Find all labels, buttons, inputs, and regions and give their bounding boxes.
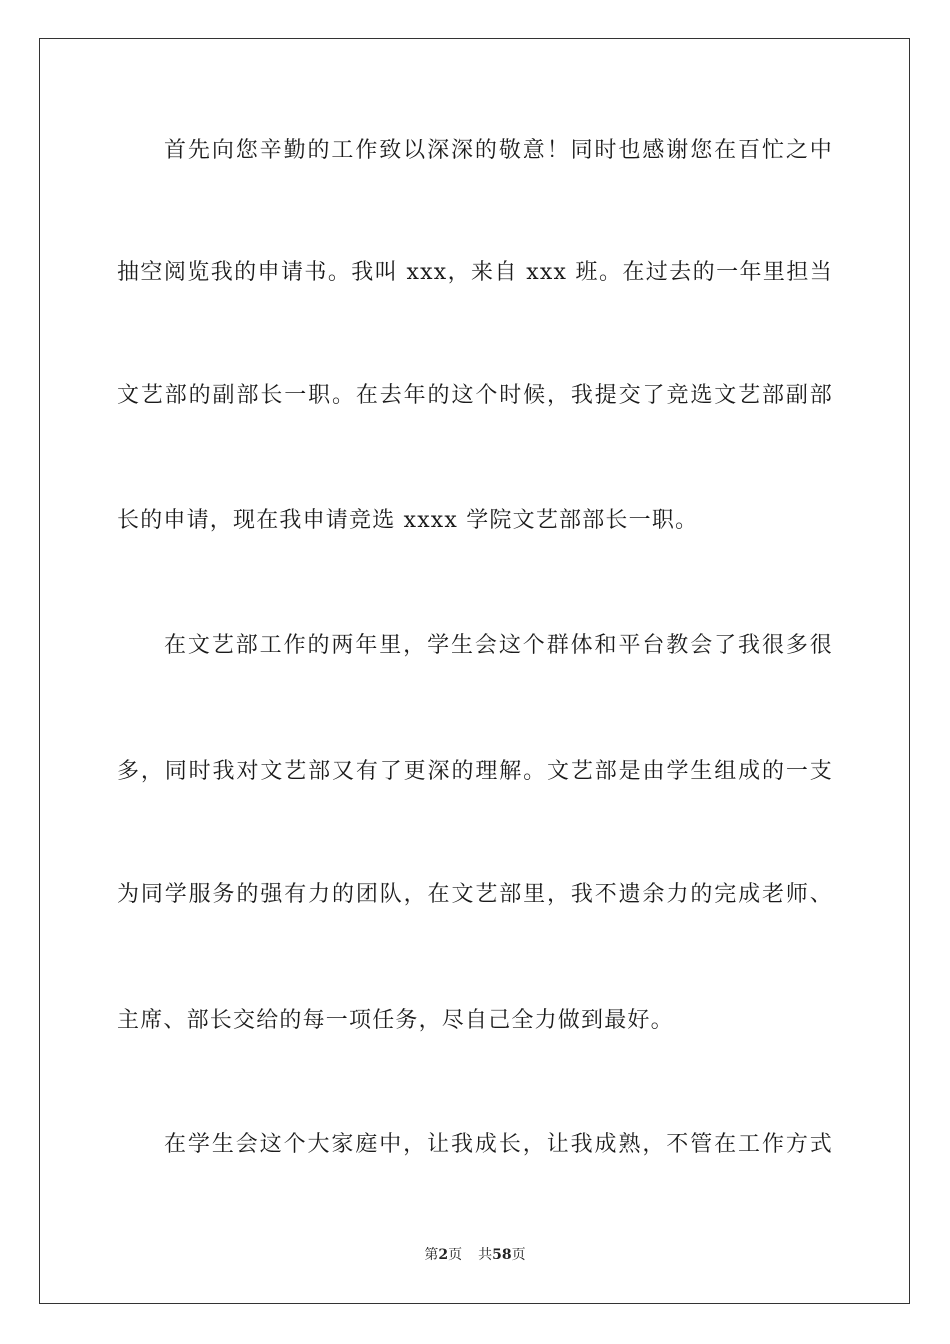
paragraph-1-line-3: 文艺部的副部长一职。在去年的这个时候，我提交了竞选文艺部副部 [117, 383, 833, 408]
total-prefix: 共 [478, 1247, 493, 1263]
page-prefix: 第 [424, 1247, 439, 1263]
page-current: 2 [438, 1247, 449, 1263]
paragraph-2-line-2: 多，同时我对文艺部又有了更深的理解。文艺部是由学生组成的一支 [117, 759, 833, 784]
page-total: 58 [492, 1247, 512, 1263]
page-suffix: 页 [448, 1247, 463, 1263]
paragraph-2-line-4: 主席、部长交给的每一项任务，尽自己全力做到最好。 [117, 1008, 674, 1033]
page-border [39, 38, 910, 1304]
paragraph-1-line-2: 抽空阅览我的申请书。我叫 xxx，来自 xxx 班。在过去的一年里担当 [117, 260, 833, 285]
paragraph-1-line-1: 首先向您辛勤的工作致以深深的敬意！同时也感谢您在百忙之中 [164, 138, 833, 163]
paragraph-3-line-1: 在学生会这个大家庭中，让我成长，让我成熟，不管在工作方式 [164, 1132, 833, 1157]
paragraph-2-line-3: 为同学服务的强有力的团队，在文艺部里，我不遗余力的完成老师、 [117, 882, 833, 907]
paragraph-2-line-1: 在文艺部工作的两年里，学生会这个群体和平台教会了我很多很 [164, 633, 833, 658]
paragraph-1-line-4: 长的申请，现在我申请竞选 xxxx 学院文艺部部长一职。 [117, 508, 699, 533]
page-footer [0, 1245, 950, 1265]
total-suffix: 页 [511, 1247, 526, 1263]
